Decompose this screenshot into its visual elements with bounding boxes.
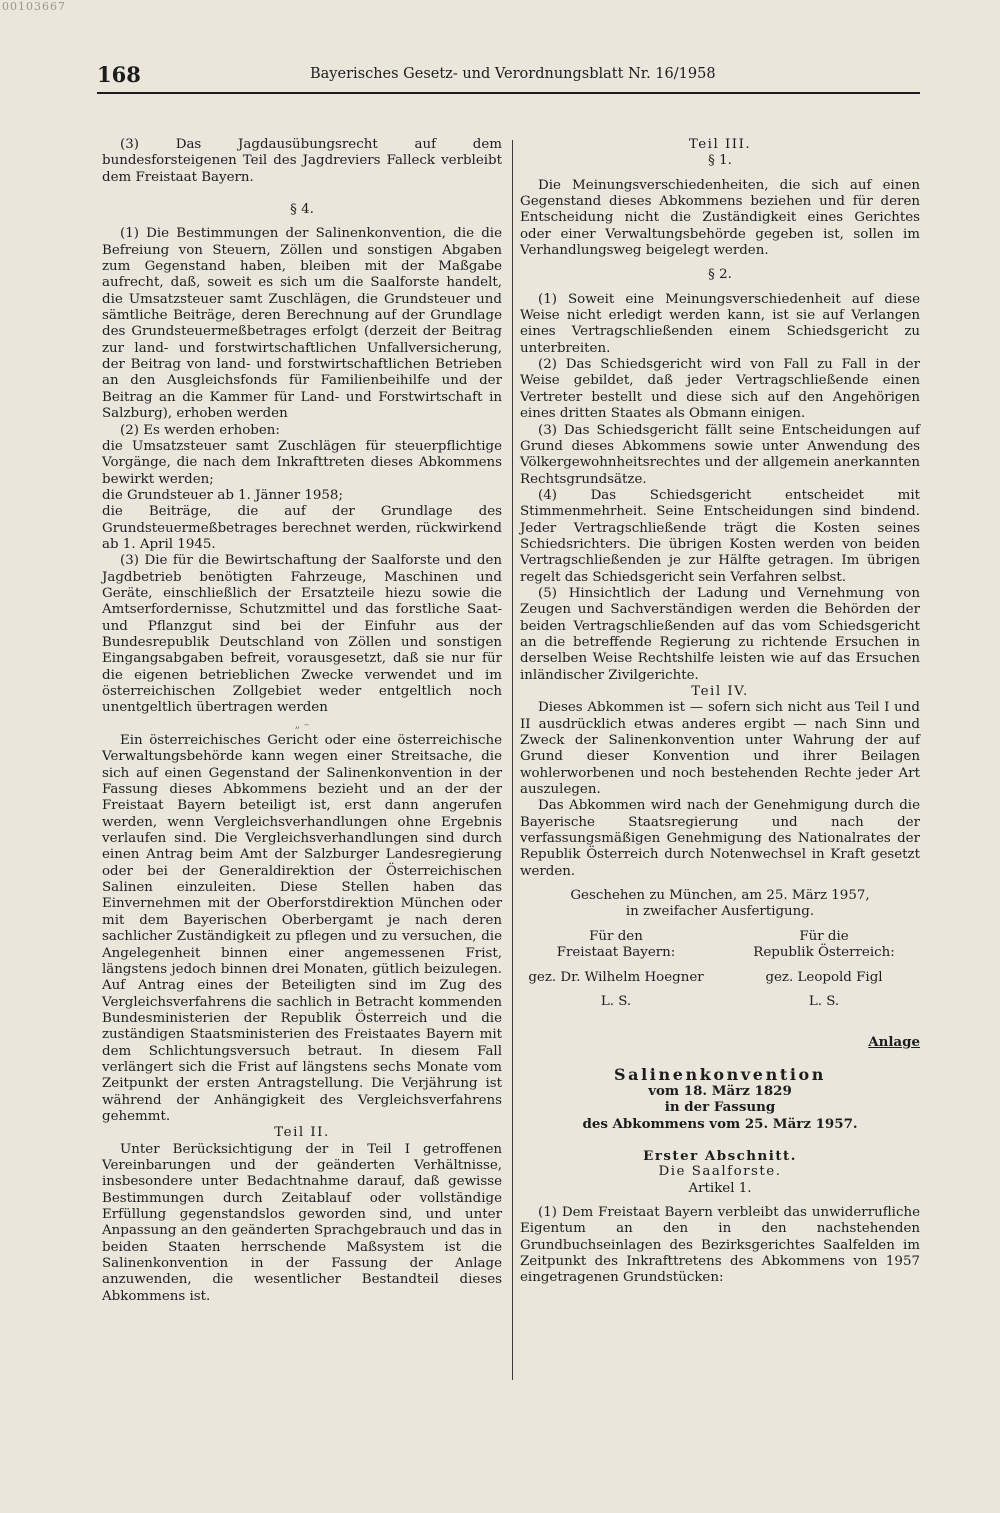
paragraph: (3) Das Jagdausübungsrecht auf dem bundesforsteigenen Teil des Jagdreviers Falleck verbleibt dem Freistaat Bayern. [102,137,502,185]
header-rule [97,92,920,94]
paragraph: (5) Hinsichtlich der Ladung und Vernehmung von Zeugen und Sachverständigen werden die Behörden der beiden Vertragschließenden auf das vom Schiedsgericht an die betreffende Regierung zu richtende Ersuchen in derselben Weise Rechtshilfe leisten wie auf das Ersuchen inländischer Zivilgerichte. [520,585,920,683]
section-heading: § 1. [708,153,732,169]
part-heading: Teil IV. [691,684,749,699]
paragraph: Ein österreichisches Gericht oder eine österreichische Verwaltungsbehörde kann wegen einer Streitsache, die sich auf einen Gegenstand der Salinenkonvention in der Fassung dieses Abkommens bezieht und an der der Freistaat Bayern beteiligt ist, erst dann angerufen werden, wenn Vergleichsverhandlungen ohne Ergebnis verlaufen sind. Die Vergleichsverhandlungen sind durch einen Antrag beim Amt der Salzburger Landesregierung oder bei der Generaldirektion der Österreichischen Salinen einzuleiten. Diese Stellen haben das Einvernehmen mit der Oberforstdirektion München oder mit dem Bayerischen Oberbergamt je nach deren sachlicher Zuständigkeit zu pflegen und zu versuchen, die Angelegenheit binnen einer angemessenen Frist, längstens jedoch binnen drei Monaten, gütlich beizulegen. Auf Antrag eines der Beteiligten sind im Zug des Vergleichsverfahrens die sachlich in Betracht kommenden Bundesministerien der Republik Österreich und die zuständigen Staatsministerien des Freistaates Bayern mit dem Schlichtungsversuch betraut. In diesem Fall verlängert sich die Frist auf längstens sechs Monate vom Zeitpunkt der ersten Antragstellung. Die Verjährung ist während der Anhängigkeit des Vergleichsverfahrens gehemmt. [102,733,502,1124]
place-date-note: in zweifacher Ausfertigung. [625,904,815,920]
paragraph: Dieses Abkommen ist — sofern sich nicht aus Teil I und II ausdrücklich etwas anderes ergibt — nach Sinn und Zweck der Salinenkonvention unter Wahrung der auf Grund dieser Konvention und ihrer Beilagen wohlerworbenen und noch bestehenden Rechte jeder Art auszulegen. [520,700,920,798]
print-mark: „ – [294,717,310,731]
paragraph: (1) Dem Freistaat Bayern verbleibt das unwiderrufliche Eigentum an den in den nachstehenden Grundbuchseinlagen des Bezirksgerichtes Saalfelden im Zeitpunkt des Inkrafttretens des Abkommens von 1957 eingetragenen Grundstücken: [520,1204,920,1286]
paragraph: die Umsatzsteuer samt Zuschlägen für steuerpflichtige Vorgänge, die nach dem Inkrafttreten dieses Abkommens bewirkt werden; [102,438,502,487]
column-divider [512,140,513,1380]
paragraph: (3) Die für die Bewirtschaftung der Saalforste und den Jagdbetrieb benötigten Fahrzeuge, Maschinen und Geräte, einschließlich der Ersatzteile hiezu sowie die Amtserfordernisse, Schutzmittel und das forstliche Saat- und Pflanzgut sind bei der Einfuhr aus der Bundesrepublik Deutschland von Zöllen und sonstigen Eingangsabgaben befreit, vorausgesetzt, daß sie nur für die eigenen betrieblichen Zwecke verwendet und im österreichischen Zollgebiet weder entgeltlich noch unentgeltlich übertragen werden [102,553,502,716]
paragraph: (2) Das Schiedsgericht wird von Fall zu Fall in der Weise gebildet, daß jeder Vertragschließende einen Vertreter bestellt und diese sich auf den Angehörigen eines dritten Staates als Obmann einigen. [520,357,920,422]
paragraph: die Grundsteuer ab 1. Jänner 1958; [102,487,343,503]
chapter-title: Die Saalforste. [658,1164,782,1180]
paragraph: (4) Das Schiedsgericht entscheidet mit Stimmenmehrheit. Seine Entscheidungen sind bindend. Jeder Vertragschließende trägt die Kosten seines Schiedsrichters. Die übrigen Kosten werden von beiden Vertragschließenden je zur Hälfte getragen. Im übrigen regelt das Schiedsgericht sein Verfahren selbst. [520,487,920,585]
place-date: Geschehen zu München, am 25. März 1957, [570,888,870,904]
paragraph: (1) Die Bestimmungen der Salinenkonvention, die die Befreiung von Steuern, Zöllen und sonstigen Abgaben zum Gegenstand haben, bleiben mit der Maßgabe aufrecht, daß, soweit es sich um die Saalforste handelt, die Umsatzsteuer samt Zuschlägen, die Grundsteuer und sämtliche Beiträge, deren Berechnung auf der Grundlage des Grundsteuermeßbetrages erfolgt (derzeit der Beitrag zur land- und forstwirtschaftlichen Unfallversicherung, der Beitrag von land- und forstwirtschaftlichen Betrieben an den Ausgleichsfonds für Familienbeihilfe und der Beitrag an die Kammer für Land- und Forstwirtschaft in Salzburg), erhoben werden [102,226,502,422]
signatory-name: gez. Dr. Wilhelm Hoegner [528,969,704,985]
signature-label: Für die [799,928,849,944]
signature-block [520,929,920,1010]
paragraph: (2) Es werden erhoben: [120,422,280,438]
signatory-name: gez. Leopold Figl [765,969,883,985]
paragraph: (3) Das Schiedsgericht fällt seine Entscheidungen auf Grund dieses Abkommens sowie unter Anwendung des Völkergewohnheitsrechtes und der allgemein anerkannten Rechtsgrundsätze. [520,422,920,487]
chapter-heading: Erster Abschnitt. [643,1147,797,1164]
signature-label: Für den [589,928,643,944]
annex-label: Anlage [868,1034,920,1051]
signature-label: Freistaat Bayern: [556,945,676,961]
part-heading: Teil II. [274,1125,330,1141]
right-column [520,137,920,1287]
section-heading: § 4. [290,202,314,218]
annex-subtitle: des Abkommens vom 25. März 1957. [582,1115,858,1132]
page-number: 168 [97,62,141,87]
paragraph: Unter Berücksichtigung der in Teil I getroffenen Vereinbarungen und der geänderten Verhältnisse, insbesondere unter Bedachtnahme darauf, daß gewisse Bestimmungen durch Zeitablauf oder vollständige Erfüllung gegenstandslos geworden sind, und unter Anpassung an den geänderten Sprachgebrauch und das in beiden Staaten herrschende Maßsystem ist die Salinenkonvention in der Fassung der Anlage anzuwenden, die wesentlicher Bestandteil dieses Abkommens ist. [102,1141,502,1304]
annex-title: Salinenkonvention [614,1064,826,1084]
paragraph: (1) Soweit eine Meinungsverschiedenheit auf diese Weise nicht erledigt werden kann, ist sie auf Verlangen eines Vertragschließenden einem Schiedsgericht zu unterbreiten. [520,291,920,356]
archive-mark: 00103667 [2,0,66,13]
section-heading: § 2. [708,267,732,283]
part-heading: Teil III. [688,137,752,152]
annex-subtitle: vom 18. März 1829 [648,1082,792,1099]
seal-mark: L. S. [600,993,632,1009]
annex-subtitle: in der Fassung [664,1099,776,1116]
running-title: Bayerisches Gesetz- und Verordnungsblatt Nr. 16/1958 [310,66,716,82]
paragraph: die Beiträge, die auf der Grundlage des Grundsteuermeßbetrages berechnet werden, rückwirkend ab 1. April 1945. [102,504,502,552]
left-column [102,137,502,1305]
paragraph: Die Meinungsverschiedenheiten, die sich auf einen Gegenstand dieses Abkommens beziehen und für deren Entscheidung nicht die Zuständigkeit eines Gerichtes oder einer Verwaltungsbehörde gegeben ist, sollen im Verhandlungsweg beigelegt werden. [520,177,920,259]
article-heading: Artikel 1. [688,1180,752,1196]
signature-label: Republik Österreich: [753,945,895,961]
paragraph: Das Abkommen wird nach der Genehmigung durch die Bayerische Staatsregierung und nach der verfassungsmäßigen Genehmigung des Nationalrates der Republik Österreich durch Notenwechsel in Kraft gesetzt werden. [520,798,920,879]
seal-mark: L. S. [808,993,840,1009]
signature-bayern [520,929,712,1010]
signature-oesterreich [728,929,920,1010]
